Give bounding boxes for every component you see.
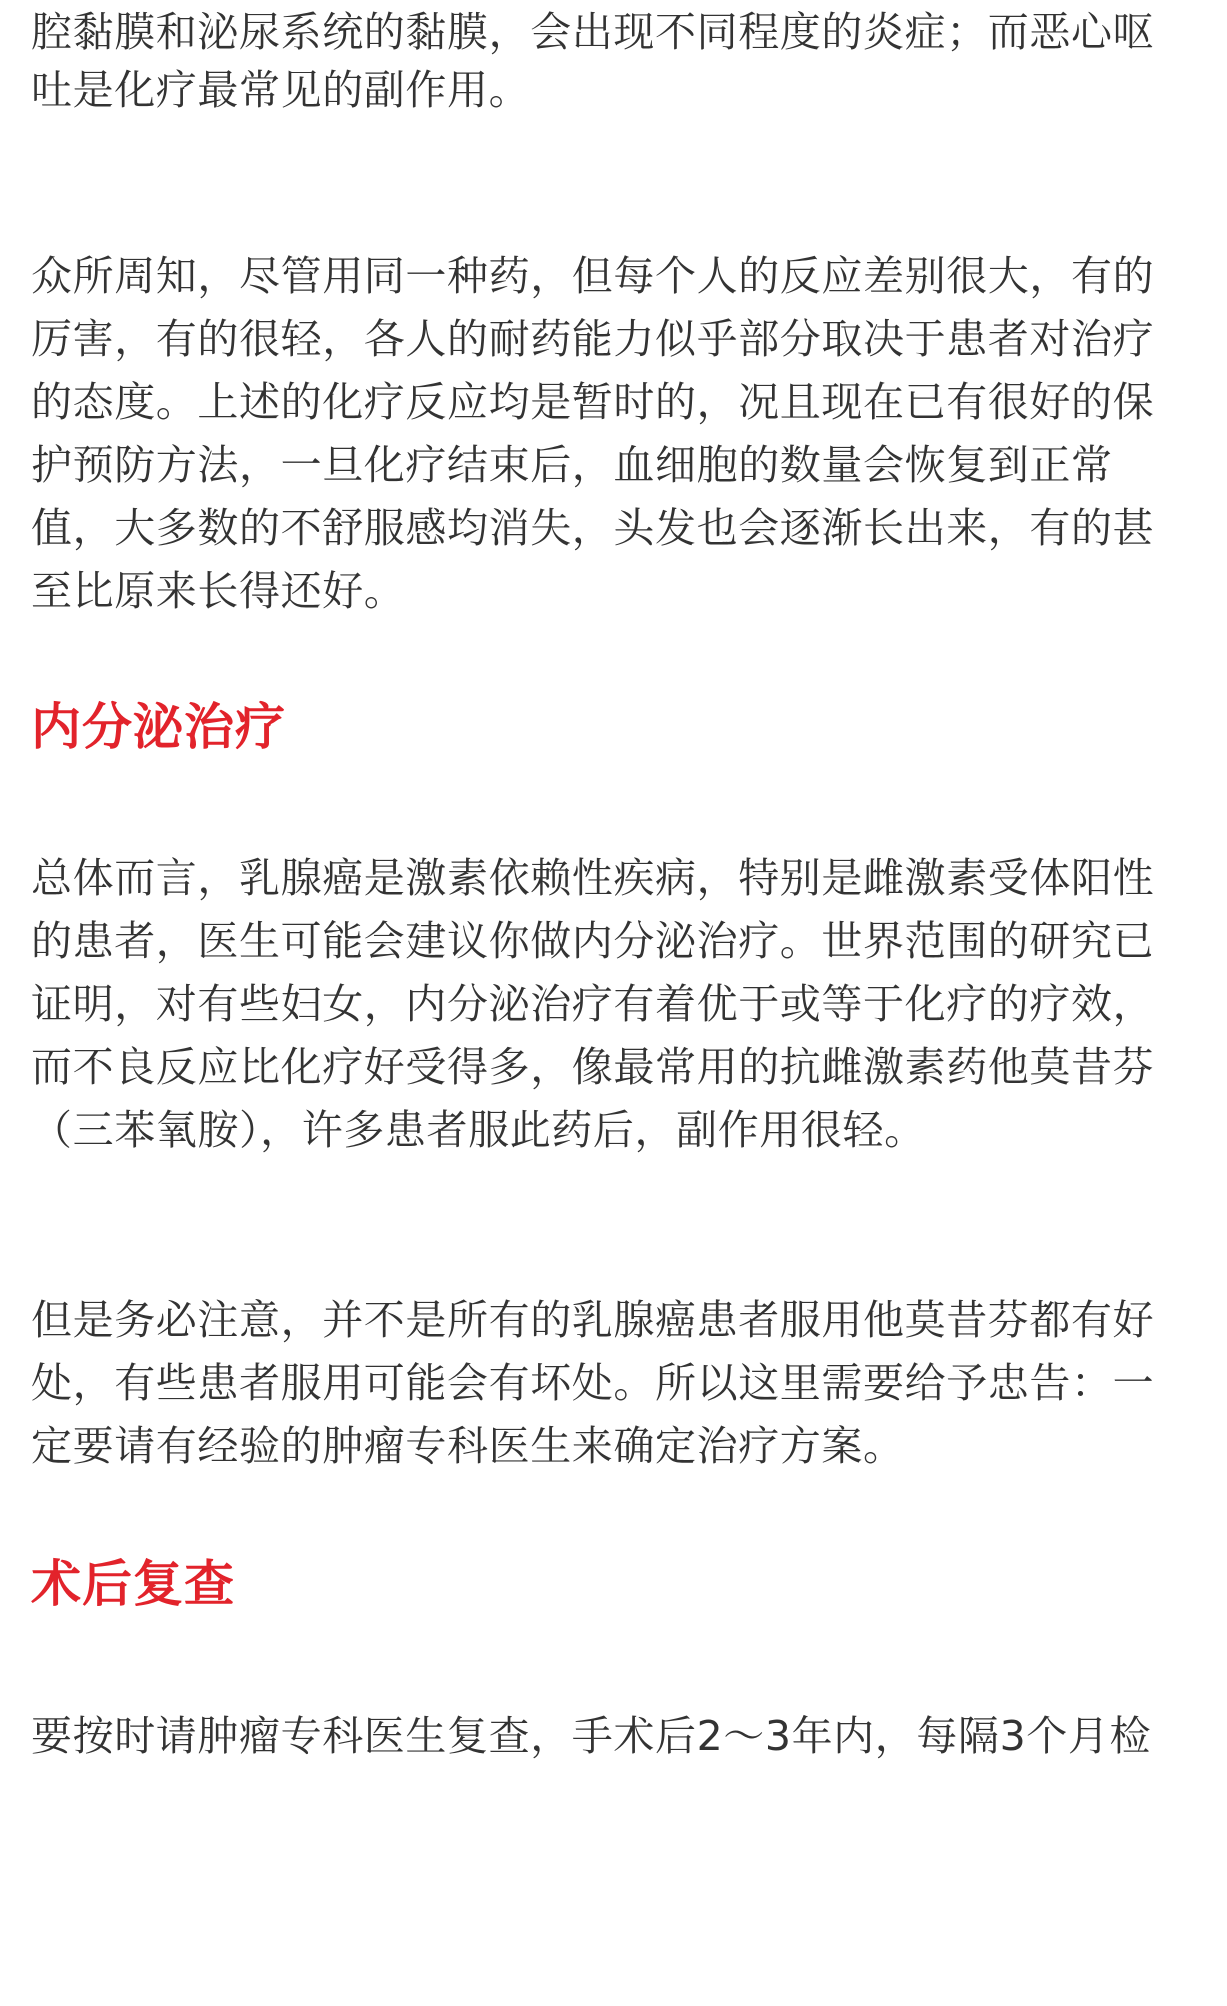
- paragraph-line: 吐是化疗最常见的副作用。: [31, 66, 531, 114]
- paragraph-line: 要按时请肿瘤专科医生复查，手术后2～3年内，每隔3个月检: [31, 1712, 1152, 1760]
- paragraph-line: 护预防方法，一旦化疗结束后，血细胞的数量会恢复到正常: [31, 441, 1113, 489]
- paragraph-line: 的患者，医生可能会建议你做内分泌治疗。世界范围的研究已: [31, 917, 1155, 965]
- paragraph-line: 腔黏膜和泌尿系统的黏膜，会出现不同程度的炎症；而恶心呕: [31, 8, 1155, 56]
- paragraph-line: 而不良反应比化疗好受得多，像最常用的抗雌激素药他莫昔芬: [31, 1043, 1155, 1091]
- paragraph-line: 证明，对有些妇女，内分泌治疗有着优于或等于化疗的疗效，: [31, 980, 1155, 1028]
- paragraph-line: 至比原来长得还好。: [31, 567, 406, 615]
- paragraph-line: 但是务必注意，并不是所有的乳腺癌患者服用他莫昔芬都有好: [31, 1296, 1155, 1344]
- paragraph-line: （三苯氧胺），许多患者服此药后，副作用很轻。: [31, 1106, 926, 1154]
- paragraph-line: 众所周知，尽管用同一种药，但每个人的反应差别很大，有的: [31, 252, 1155, 300]
- paragraph-line: 的态度。上述的化疗反应均是暂时的，况且现在已有很好的保: [31, 378, 1155, 426]
- paragraph-line: 总体而言，乳腺癌是激素依赖性疾病，特别是雌激素受体阳性: [31, 854, 1155, 902]
- paragraph-line: 定要请有经验的肿瘤专科医生来确定治疗方案。: [31, 1422, 905, 1470]
- paragraph-line: 处，有些患者服用可能会有坏处。所以这里需要给予忠告：一: [31, 1359, 1155, 1407]
- paragraph-line: 值，大多数的不舒服感均消失，头发也会逐渐长出来，有的甚: [31, 504, 1155, 552]
- paragraph-line: 厉害，有的很轻，各人的耐药能力似乎部分取决于患者对治疗: [31, 315, 1155, 363]
- section-heading-endocrine: 内分泌治疗: [31, 698, 286, 756]
- section-heading-followup: 术后复查: [31, 1555, 235, 1613]
